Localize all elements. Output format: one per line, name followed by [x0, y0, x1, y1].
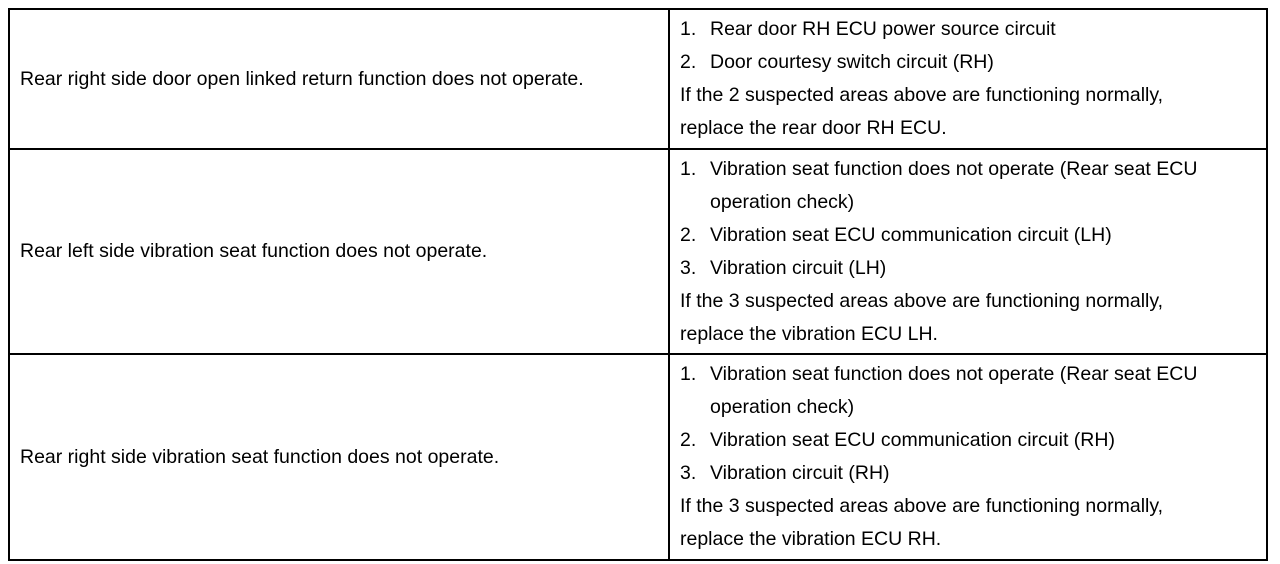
- note-line: If the 2 suspected areas above are functioning normally,: [680, 84, 1164, 106]
- suspected-areas-cell: [669, 149, 1267, 354]
- suspected-area-item: [680, 424, 1258, 457]
- item-number: 2.: [680, 51, 697, 73]
- table-row: [9, 9, 1267, 149]
- item-text: Rear door RH ECU power source circuit: [710, 18, 1056, 40]
- table-row: [9, 354, 1267, 560]
- suspected-areas-cell: [669, 354, 1267, 560]
- suspected-areas-cell: [669, 9, 1267, 149]
- suspected-area-item: [680, 457, 1258, 490]
- troubleshooting-table: [8, 8, 1268, 561]
- symptom-cell: Rear right side door open linked return function does not operate.: [9, 9, 669, 149]
- note-line: If the 3 suspected areas above are functioning normally,: [680, 289, 1164, 312]
- item-text: Vibration circuit (LH): [710, 256, 887, 279]
- item-text: Vibration seat ECU communication circuit (RH): [710, 429, 1115, 451]
- note-line: If the 3 suspected areas above are functioning normally,: [680, 495, 1164, 517]
- note-line: replace the rear door RH ECU.: [680, 117, 947, 139]
- suspected-area-list: [680, 153, 1258, 285]
- table-row: [9, 149, 1267, 354]
- item-number: 2.: [680, 223, 697, 246]
- suspected-area-list: [680, 358, 1258, 490]
- item-number: 3.: [680, 256, 697, 279]
- item-text: Vibration circuit (RH): [710, 462, 890, 484]
- item-number: 2.: [680, 429, 697, 451]
- item-text: Vibration seat function does not operate (Rear seat ECU operation check): [710, 363, 1198, 418]
- item-text: Door courtesy switch circuit (RH): [710, 51, 994, 73]
- item-text: Vibration seat ECU communication circuit (LH): [710, 223, 1112, 246]
- suspected-area-item: [680, 252, 1258, 285]
- suspected-area-item: [680, 46, 1258, 79]
- symptom-cell: Rear right side vibration seat function does not operate.: [9, 354, 669, 560]
- suspected-area-item: [680, 13, 1258, 46]
- note-line: replace the vibration ECU RH.: [680, 528, 942, 550]
- item-number: 1.: [680, 18, 697, 40]
- item-number: 1.: [680, 157, 697, 180]
- item-text: Vibration seat function does not operate (Rear seat ECU operation check): [710, 157, 1198, 213]
- item-number: 3.: [680, 462, 697, 484]
- troubleshooting-table-container: [8, 8, 1266, 561]
- suspected-area-item: [680, 358, 1258, 424]
- suspected-area-list: [680, 13, 1258, 79]
- suspected-area-item: [680, 153, 1258, 219]
- symptom-cell: Rear left side vibration seat function does not operate.: [9, 149, 669, 354]
- suspected-area-item: [680, 219, 1258, 252]
- note-line: replace the vibration ECU LH.: [680, 322, 938, 345]
- item-number: 1.: [680, 363, 697, 385]
